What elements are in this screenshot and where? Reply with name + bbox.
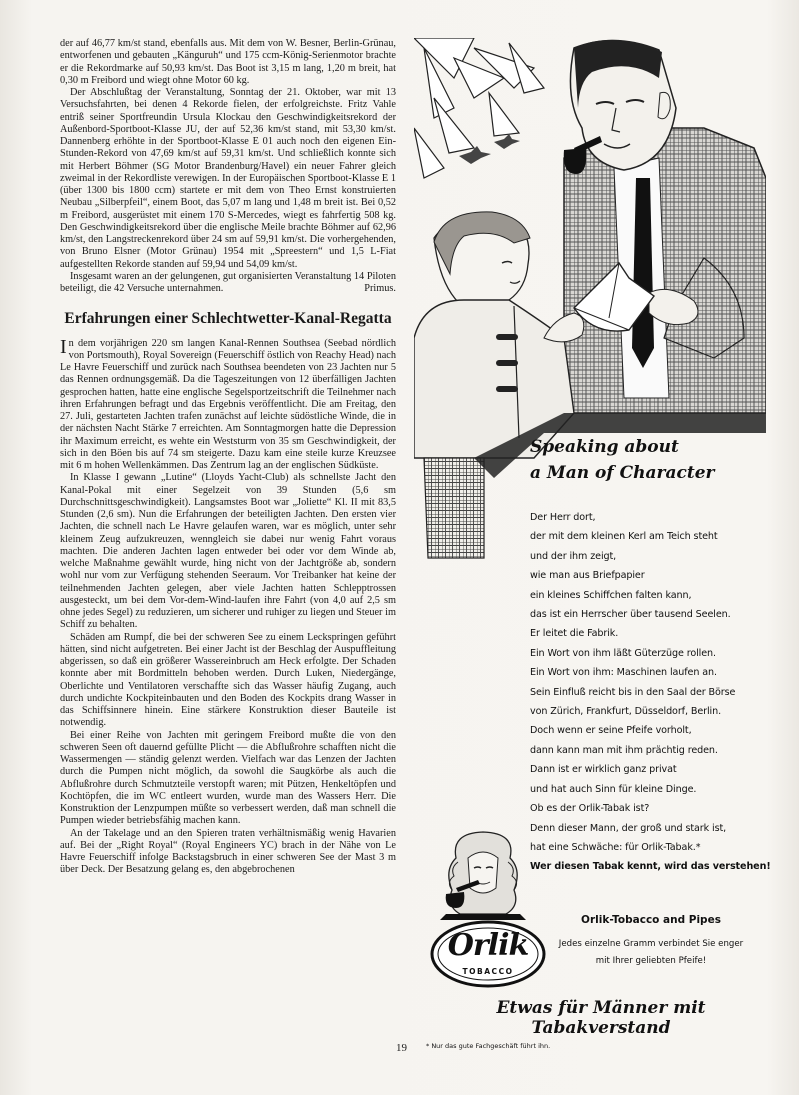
article-paragraph: der auf 46,77 km/st stand, ebenfalls aus. Mit dem von W. Besner, Berlin-Grünau, entworfenen und gebauten „Känguruh“ und 175 ccm-König-Serienmotor brachte er die Rekordmarke auf 50,93 km/st. Das Boot ist 3,15 m lang, 1,20 m breit, hat 0,30 m Freibord und wiegt ohne Motor 60 kg. [60, 38, 396, 86]
ad-poem [530, 508, 771, 877]
poem-line: Ein Wort von ihm läßt Güterzüge rollen. [530, 647, 716, 659]
poem-line: ein kleines Schiffchen falten kann, [530, 589, 692, 601]
article-paragraph: An der Takelage und an den Spieren traten verhältnismäßig wenig Havarien auf. Bei der „Right Royal“ (Royal Engineers YC) brach in der Nähe von Le Havre Feuerschiff infolge Backstagsbruch in einer schweren See der Mast 3 m über Deck. Der Besatzung gelang es, den abgebrochenen [60, 827, 396, 876]
poem-line: wie man aus Briefpapier [530, 570, 645, 582]
article-column [60, 38, 396, 877]
article-signoff: Primus. [364, 283, 396, 295]
ad-company-tagline [542, 936, 760, 970]
article-headline: Erfahrungen einer Schlechtwetter-Kanal-Regatta [64, 309, 392, 327]
bewigged-gentleman-mascot [436, 828, 530, 920]
poem-line: Doch wenn er seine Pfeife vorholt, [530, 725, 692, 737]
logo-word: Orlik [447, 928, 529, 963]
article-paragraph: Insgesamt waren an der gelungenen, gut organisierten Veranstaltung 14 Piloten beteiligt, die 42 Versuche unternahmen. [60, 270, 396, 294]
tagline-line: mit Ihrer geliebten Pfeife! [595, 956, 707, 966]
article-paragraph: In dem vorjährigen 220 sm langen Kanal-Rennen Southsea (Seebad nördlich von Portsmouth), Royal Sovereign (Feuerschiff östlich von Reachy Head) nach Le Havre Feuerschiff und zurück nach Southsea beendeten von 23 Jachten nur 5 das Rennen ordnungsgemäß. Da die Tageszeitungen von 12 überfälligen Jachten gesprochen hatten, hatte eine englische Segelsportzeitschrift die Teilnehmer nach ihren Erfahrungen befragt und das Ergebnis veröffentlicht. Die am Freitag, den 27. Juli, gestarteten Jachten trafen zunächst auf leichte südöstliche Winde, die in der nächsten Nacht Stärke 7 erreichten. Am Sonntagmorgen hatte die Depression ihr Maximum erreicht, es wehte ein Weststurm von 35 sm Geschwindigkeit, der sich in den Böen bis auf 74 sm steigerte. Dazu kam eine steile kurze Kreuzsee mit 6 m hohen Wellenkämmen. Das Zentrum lag an der englischen Südküste. [60, 335, 396, 471]
ad-headline-line: Speaking about [530, 437, 679, 457]
ad-slogan: Etwas für Männer mit Tabakverstand [496, 998, 706, 1038]
boy-shorts [424, 458, 484, 558]
poem-line: Ein Wort von ihm: Maschinen laufen an. [530, 667, 717, 679]
poem-line: und der ihm zeigt, [530, 550, 617, 562]
article-paragraph: Der Abschlußtag der Veranstaltung, Sonntag der 21. Oktober, war mit 13 Versuchsfahrten, bei denen 4 Rekorde fielen, der erfolgreichste. Fritz Vahle entriß seiner Sportfreundin Ursula Klockau den Geschwindigkeitsrekord der Außenbord-Sportboot-Klasse JU, der auf 52,36 km/st stand, mit 53,30 km/st. Dannenberg erhöhte in der Sportboot-Klasse E 01 auch noch den eigenen Ein-Stunden-Rekord von 47,69 km/st auf 59,31 km/st. Und schließlich konnte sich mit Herbert Böhmer (SG Motor Brandenburg/Havel) ein neuer Fahrer gleich zweimal in der Rekordliste verewigen. In der Europäischen Sportboot-Klasse E 1 (über 1300 bis 1800 ccm) startete er mit dem von Theo Ernst konstruierten Neubau „Silberpfeil“, einem Boot, das 5,07 m lang und 1,48 m breit ist. Bei 0,52 m Freibord, ausgerüstet mit einem 170 S-Mercedes, wiegt es fahrfertig 508 kg. Den Geschwindigkeitsrekord über die englische Meile brachte Böhmer auf 62,96 km/st, den Langstreckenrekord über 24 sm auf 59,91 km/st. Die vorhergehenden, von Bruno Elsner (Motor Grünau) 1954 mit „Spreestern“ und 1,5 L-Fiat aufgestellten Rekorde standen auf 59,94 und 54,09 km/st. [60, 87, 396, 270]
article-paragraph: Schäden am Rumpf, die bei der schweren See zu einem Leckspringen geführt hätten, sind nicht aufgetreten. Bei einer Jacht ist der Beschlag der Auspuffleitung abgerissen, so daß ein größerer Wassereinbruch am Heck erfolgte. Der Schaden konnte aber mit Bordmitteln behoben werden. Durch Luken, Niedergänge, Oberlichte und Ventilatoren verschaffte sich das Wasser häufig Zugang, auch durch undichte Kockpiteinbauten und den Boden des Kockpits drang Wasser in das Schiffsinnere hinein. Eine stärkere Konstruktion dieser Bauteile ist notwendig. [60, 631, 396, 729]
ad-footnote: * Nur das gute Fachgeschäft führt ihn. [426, 1042, 551, 1050]
poem-line: Dann ist er wirklich ganz privat [530, 764, 677, 776]
orlik-advertisement [414, 38, 771, 1056]
tagline-line: Jedes einzelne Gramm verbindet Sie enger [558, 939, 744, 949]
poem-line: dann kann man mit ihm prächtig reden. [530, 744, 718, 756]
ad-headline [530, 434, 760, 486]
article-paragraph: Bei einer Reihe von Jachten mit geringem Freibord mußte die von den schweren Seen oft dauernd gefüllte Plicht — die Abflußrohre schafften nicht die Wassermengen — ständig gelenzt werden. Vielfach war das Lenzen der Jachten durch die Pumpen nicht möglich, da sowohl die Saugkörbe als auch die Abflußrohre durch Schmutzteile verstopft waren; mit Pützen, Henkeltöpfen und Kochtöpfen, die im WC entleert wurden, wurde man des Wassers Herr. Die Konstruktion der Lenzpumpen müßte so verbessert werden, daß man schnell die Pumpen wieder betriebsfähig machen kann. [60, 729, 396, 827]
ad-company-name: Orlik-Tobacco and Pipes [581, 914, 721, 926]
poem-line: Sein Einfluß reicht bis in den Saal der Börse [530, 686, 736, 698]
poem-line: hat eine Schwäche: für Orlik-Tabak.* [530, 841, 701, 853]
poem-line: Denn dieser Mann, der groß und stark ist, [530, 822, 727, 834]
poem-line: der mit dem kleinen Kerl am Teich steht [530, 531, 718, 543]
poem-line: Ob es der Orlik-Tabak ist? [530, 803, 650, 815]
poem-line: Der Herr dort, [530, 512, 596, 523]
ad-headline-line: a Man of Character [530, 463, 715, 483]
logo-subtitle: TOBACCO [462, 967, 514, 976]
poem-line: Er leitet die Fabrik. [530, 628, 619, 640]
poem-line: von Zürich, Frankfurt, Düsseldorf, Berlin. [530, 706, 722, 718]
article-paragraph: In Klasse I gewann „Lutine“ (Lloyds Yacht-Club) als schnellste Jacht den Kanal-Pokal mit einer Segelzeit von 39 Stunden (5,6 sm Durchschnittsgeschwindigkeit). Langsamstes Boot war „Joliette“ Kl. II mit 83,5 Stunden (2,6 sm). Nun die Erfahrungen der beteiligten Jachten. Den ersten vier Jachten, die schnell nach Le Havre gelaufen waren, war es möglich, unter sehr kleinem Zeug aufzukreuzen, wenngleich sie dabei nur wenig Fahrt voraus machten. Die anderen Jachten lagen entweder bei oder vor dem Winde ab, welche Maßnahme gewählt wurde, hing nicht von der Jachtgröße ab, sondern wohl nur vom zur Verfügung stehenden Seeraum. Vor Treibanker hat keine der teilnehmenden Jachten gelegen, aber viele Jachten hatten Schlepptrossen ausgesteckt, um bei dem Vor-dem-Wind-laufen ihre Fahrt (von 4,0 auf 2,5 sm ohne jedes Segel) zu reduzieren, um sicherer und ruhiger zu liegen und Steuer im Schiff zu behalten. [60, 472, 396, 631]
poem-line: Wer diesen Tabak kennt, wird das verstehen! [530, 861, 771, 873]
page-number: 19 [396, 1042, 407, 1054]
orlik-logo [428, 918, 546, 990]
poem-line: das ist ein Herrscher über tausend Seelen. [530, 609, 731, 621]
poem-line: und hat auch Sinn für kleine Dinge. [530, 783, 697, 795]
father-son-illustration [414, 38, 766, 568]
